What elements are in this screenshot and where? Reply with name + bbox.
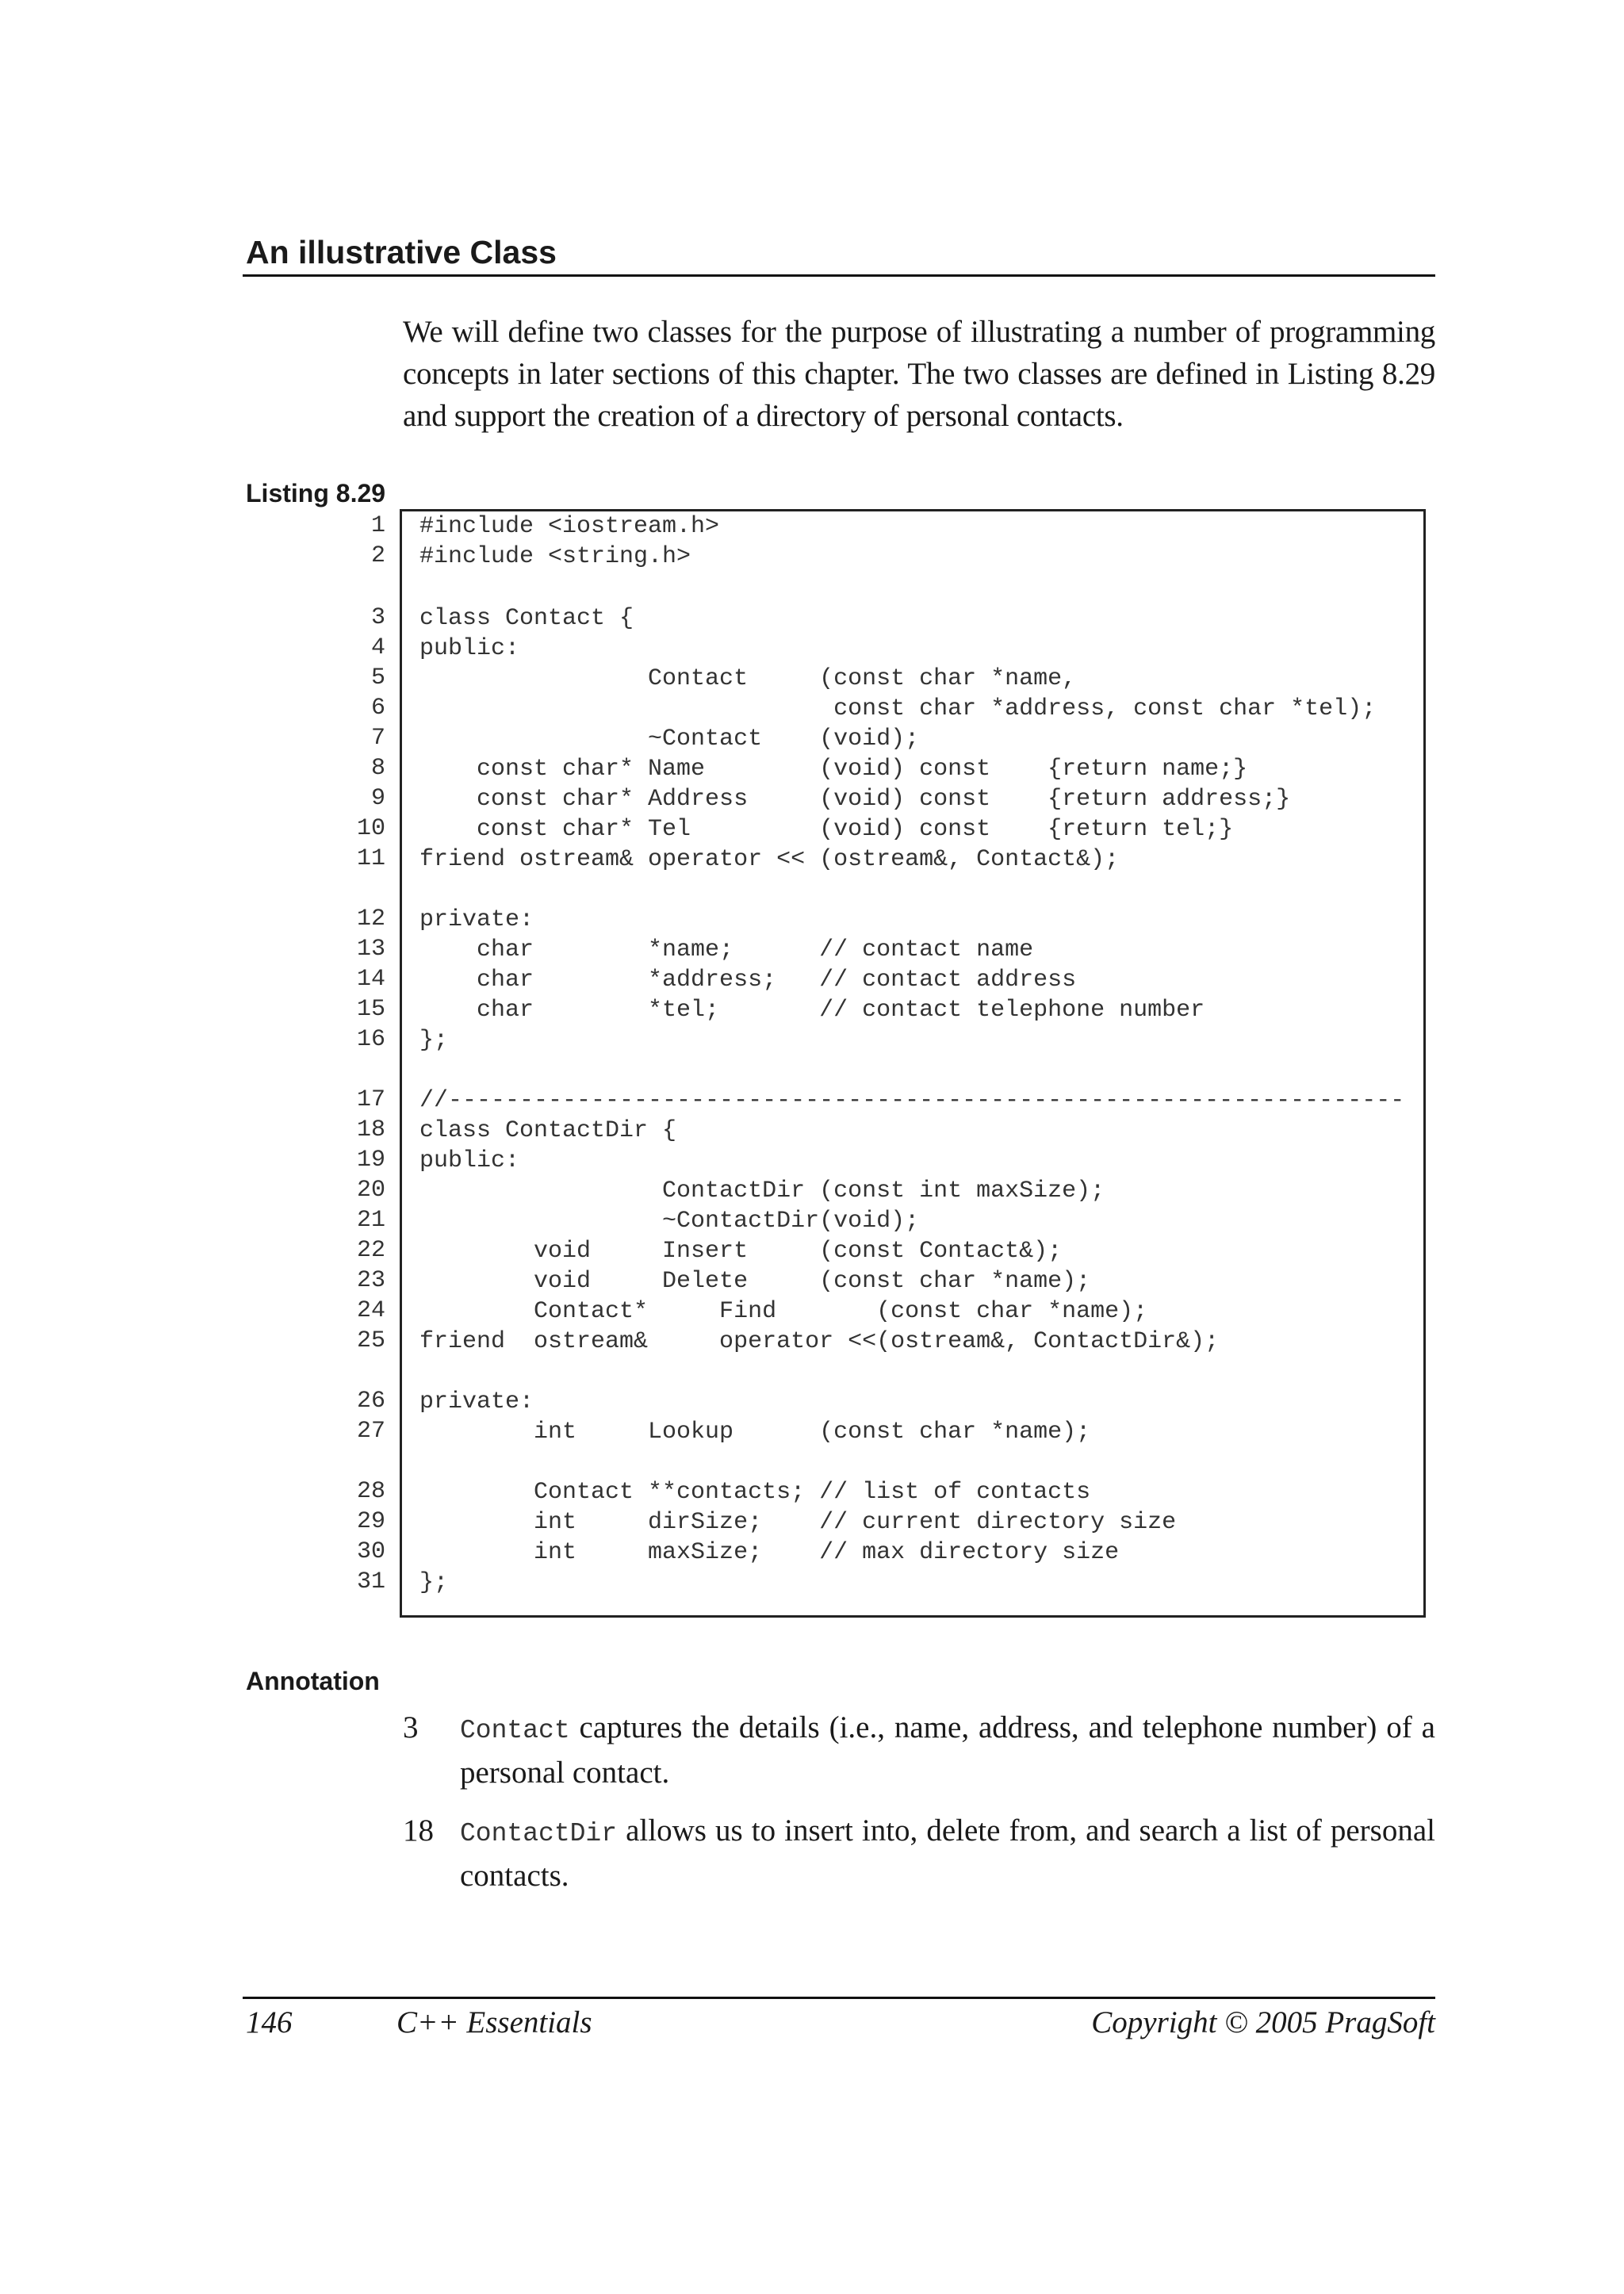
line-number: 17 [356,1086,385,1113]
line-number: 15 [356,996,385,1023]
annotation-item [403,1810,1435,1897]
code-line: int dirSize; // current directory size [419,1509,1177,1536]
code-line: friend ostream& operator <<(ostream&, ContactDir&); [419,1328,1220,1355]
code-line: //------------------------------------------------------------------- [419,1087,1405,1114]
code-line: friend ostream& operator << (ostream&, Contact&); [419,846,1120,873]
footer-copyright: Copyright © 2005 PragSoft [1091,2005,1435,2039]
line-number: 20 [356,1177,385,1204]
code-line: char *name; // contact name [419,936,1034,963]
code-line: }; [419,1569,449,1596]
code-line: Contact (const char *name, [419,665,1077,692]
annotation-description: allows us to insert into, delete from, and search a list of personal contacts. [460,1813,1435,1893]
line-number: 29 [356,1508,385,1535]
line-number: 1 [370,512,385,539]
intro-paragraph: We will define two classes for the purpose of illustrating a number of programming concepts in later sections of this chapter. The two classes are defined in Listing 8.29 and support the creation of a directory of personal contacts. [403,315,1435,433]
line-number: 6 [370,695,385,722]
code-line: char *address; // contact address [419,967,1077,994]
code-line: #include <string.h> [419,543,691,570]
annotation-label: Annotation [246,1667,380,1695]
line-number: 31 [356,1568,385,1595]
annotation-description: captures the details (i.e., name, address, and telephone number) of a personal contact. [460,1710,1435,1790]
section-title: An illustrative Class [246,234,557,270]
code-line: public: [419,635,520,662]
line-number: 3 [370,604,385,631]
code-line: char *tel; // contact telephone number [419,997,1205,1024]
line-number: 10 [356,815,385,842]
annotation-code-term: Contact [460,1716,570,1745]
code-line: const char *address, const char *tel); [419,695,1377,722]
line-number: 19 [356,1147,385,1174]
code-line: private: [419,906,534,933]
section-rule [243,274,1435,277]
annotation-code-term: ContactDir [460,1819,618,1848]
line-number: 14 [356,966,385,993]
annotation-line-ref: 18 [403,1813,434,1848]
line-number: 5 [370,664,385,691]
code-line: private: [419,1388,534,1415]
line-number: 9 [370,785,385,812]
line-number: 22 [356,1237,385,1264]
line-number: 26 [356,1388,385,1415]
code-line: const char* Address (void) const {return address;} [419,786,1291,813]
annotation-text [460,1706,1435,1794]
annotation-item [403,1706,1435,1794]
line-number: 25 [356,1327,385,1354]
line-number: 11 [356,845,385,872]
code-line: Contact **contacts; // list of contacts [419,1479,1091,1506]
line-number: 2 [370,542,385,569]
code-line: const char* Name (void) const {return name;} [419,756,1248,783]
line-number: 27 [356,1418,385,1445]
line-number: 7 [370,725,385,752]
code-line: void Delete (const char *name); [419,1268,1091,1295]
line-number: 21 [356,1207,385,1234]
line-number: 13 [356,936,385,963]
code-line: #include <iostream.h> [419,513,720,540]
annotation-text [460,1810,1435,1897]
code-line: ContactDir (const int maxSize); [419,1178,1105,1204]
code-listing-box [400,509,1426,1618]
code-line: Contact* Find (const char *name); [419,1298,1148,1325]
code-line: }; [419,1027,449,1054]
footer-page-number: 146 [246,2005,293,2039]
annotation-line-ref: 3 [403,1710,419,1744]
line-number: 24 [356,1297,385,1324]
code-line: public: [419,1147,520,1174]
code-line: class ContactDir { [419,1117,677,1144]
code-line: const char* Tel (void) const {return tel;} [419,816,1234,843]
line-number: 8 [370,755,385,782]
code-line: int maxSize; // max directory size [419,1539,1120,1566]
line-number: 16 [356,1026,385,1053]
line-number: 28 [356,1478,385,1505]
line-number: 23 [356,1267,385,1294]
code-line: void Insert (const Contact&); [419,1238,1063,1265]
code-line: int Lookup (const char *name); [419,1419,1091,1446]
code-line: ~ContactDir(void); [419,1208,920,1235]
line-number: 18 [356,1116,385,1143]
code-line: ~Contact (void); [419,726,920,753]
footer-rule [243,1997,1435,1999]
line-number: 12 [356,906,385,933]
line-number: 4 [370,634,385,661]
code-line: class Contact { [419,605,634,632]
listing-label: Listing 8.29 [246,479,386,507]
footer-book-title: C++ Essentials [396,2005,592,2039]
line-number: 30 [356,1538,385,1565]
